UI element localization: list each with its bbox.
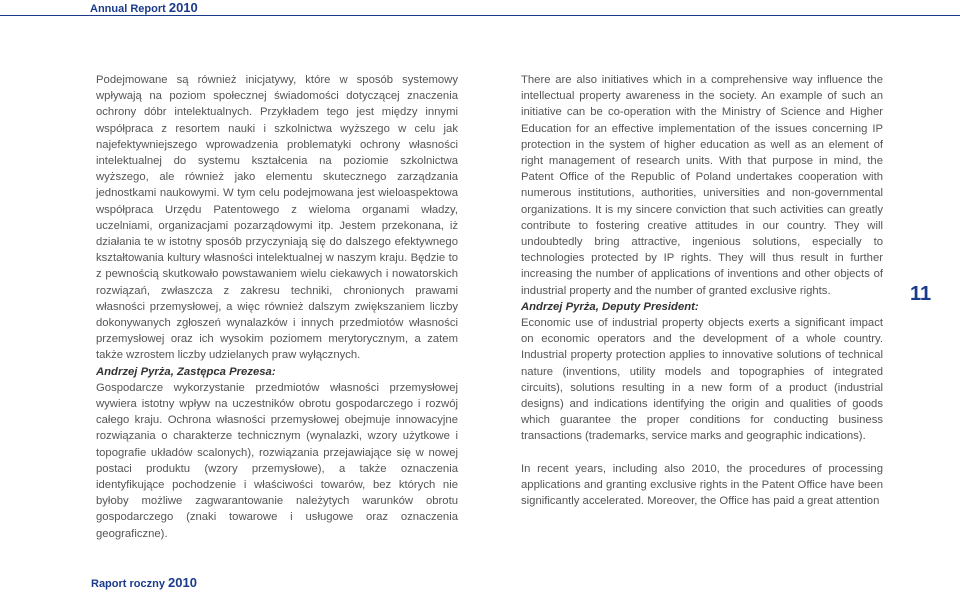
page-number: 11 bbox=[910, 283, 932, 305]
header-year: 2010 bbox=[168, 0, 198, 15]
running-footer bbox=[91, 575, 197, 590]
header-rule bbox=[0, 15, 960, 16]
footer-label: Raport roczny bbox=[91, 578, 165, 590]
english-column bbox=[521, 72, 883, 509]
polish-paragraph-1: Podejmowane są również inicjatywy, które w sposób systemowy wpływają na poziom społecznej świadomości dotyczącej znaczenia ochrony dóbr intelektualnych. Przykładem tego jest między innymi współpraca z resortem nauki i szkolnictwa wyższego w celu jak najefektywniejszego wprowadzenia problematyki ochrony własności intelektualnej do systemu kształcenia na poziomie szkolnictwa wyższego, ale również jako elementu skutecznego zarządzania jednostkami naukowymi. W tym celu podejmowana jest wieloaspektowa współpraca Urzędu Patentowego z wieloma organami władzy, uczelniami, organizacjami pozarządowymi itp. Jestem przekonana, iż działania te w istotny sposób przyczyniają się do dalszego efektywnego kształtowania kultury własności intelektualnej w naszym kraju. Będzie to z pewnością skutkowało powstawaniem wielu ciekawych i nowatorskich rozwiązań, zwłaszcza z zakresu techniki, chronionych prawami własności przemysłowej, a więc również dalszym zwiększaniem liczby dokonywanych zgłoszeń wynalazków i innych przedmiotów własności przemysłowej oraz ich wysokim poziomem merytorycznym, a zatem także wzrostem liczby udzielanych praw wyłącznych. bbox=[96, 74, 458, 362]
english-paragraph-3: In recent years, including also 2010, the procedures of processing applications and granting exclusive rights in the Patent Office have been significantly accelerated. Moreover, the Office has paid a great attention bbox=[521, 462, 883, 508]
header-label: Annual Report bbox=[90, 3, 166, 15]
polish-column bbox=[96, 72, 458, 542]
english-paragraph-2: Economic use of industrial property objects exerts a significant impact on economic operators and the development of a whole country. Industrial property protection applies to innovative solutions of technical nature (inventions, utility models and topographies of integrated circuits), solutions resulting in a new form of a product (industrial designs) and indications identifying the origin and qualities of goods which guarantee the proper conditions for conducting business transactions (trademarks, service marks and geographic indications). bbox=[521, 317, 883, 443]
running-header bbox=[90, 0, 890, 16]
polish-subheading: Andrzej Pyrża, Zastępca Prezesa: bbox=[96, 365, 276, 378]
english-subheading: Andrzej Pyrża, Deputy President: bbox=[521, 300, 699, 313]
english-paragraph-1: There are also initiatives which in a comprehensive way influence the intellectual property awareness in the society. An example of such an initiative can be co-operation with the Ministry of Science and Higher Education for an effective implementation of the issues concerning IP protection in the system of higher education as well as an element of right management of research units. With that purpose in mind, the Patent Office of the Republic of Poland undertakes cooperation with numerous institutions, authorities, universities and non-governmental organizations. It is my sincere conviction that such activities can greatly contribute to fostering creative attitudes in our country. They will undoubtedly bring attractive, ingenious solutions, especially to technologies protected by IP rights. They will thus result in further increasing the number of applications of inventions and other objects of industrial property and the number of granted exclusive rights. bbox=[521, 74, 883, 297]
polish-paragraph-2: Gospodarcze wykorzystanie przedmiotów własności przemysłowej wywiera istotny wpływ na uczestników obrotu gospodarczego i rozwój całego kraju. Ochrona własności przemysłowej obejmuje innowacyjne rozwiązania o charakterze technicznym (wynalazki, wzory użytkowe i topografie układów scalonych), rozwiązania przejawiające się w nowej postaci produktu (wzory przemysłowe), a także oznaczenia identyfikujące pochodzenie i właściwości towarów, bez których nie byłoby możliwe zagwarantowanie należytych warunków obrotu gospodarczego (znaki towarowe i usługowe oraz oznaczenia geograficzne). bbox=[96, 381, 458, 540]
footer-year: 2010 bbox=[168, 575, 197, 590]
